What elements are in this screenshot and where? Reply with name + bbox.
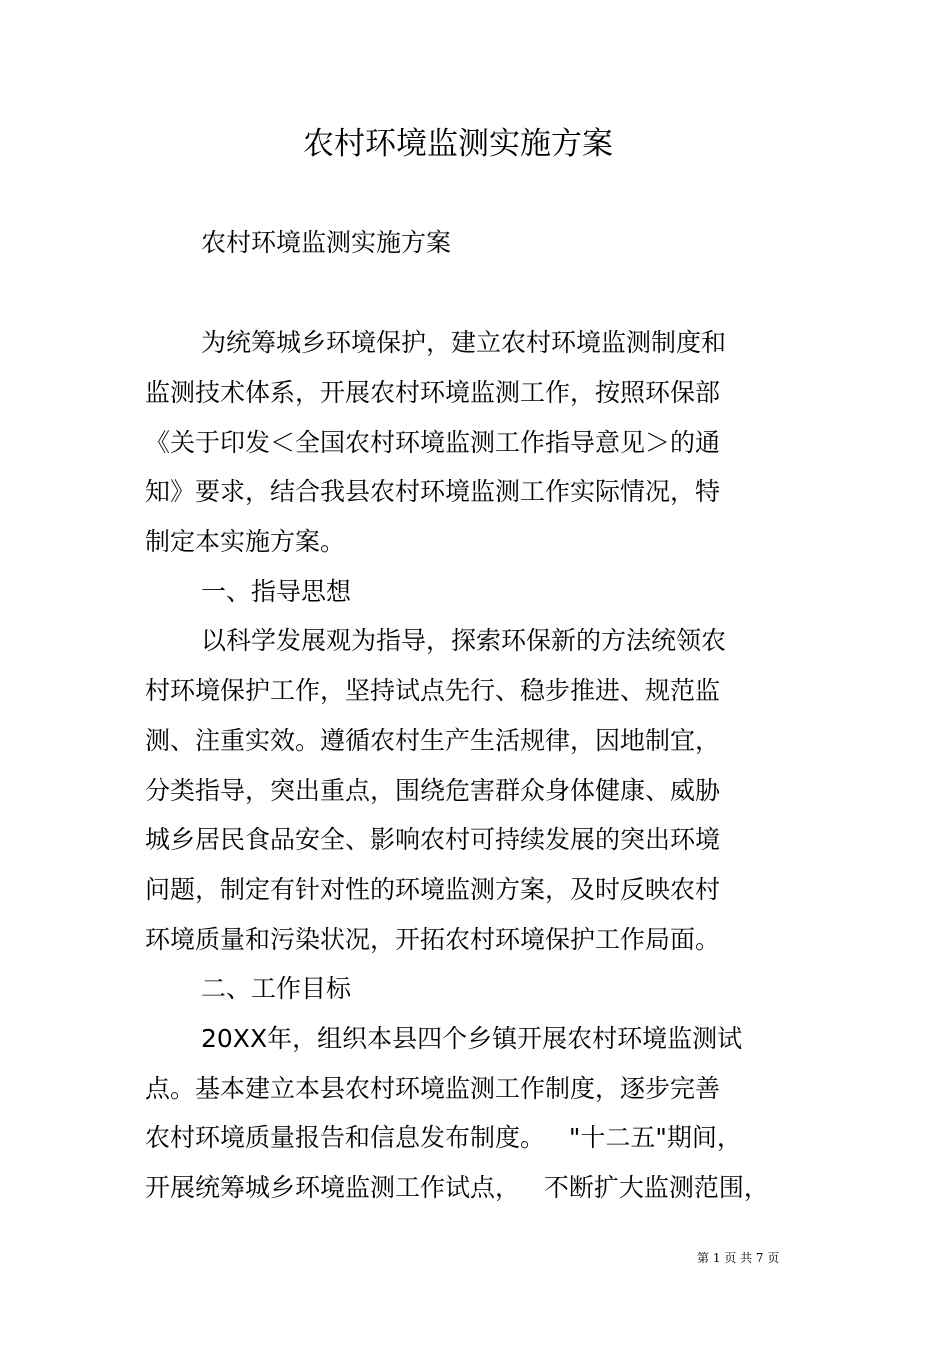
paragraph-line: 测、注重实效。遵循农村生产生活规律，因地制宜， xyxy=(145,726,721,755)
paragraph-line: 《关于印发＜全国农村环境监测工作指导意见＞的通 xyxy=(145,428,721,457)
paragraph-line: 为统筹城乡环境保护，建立农村环境监测制度和 xyxy=(201,328,727,357)
paragraph-line: 知》要求，结合我县农村环境监测工作实际情况，特 xyxy=(145,477,721,506)
paragraph-line: 以科学发展观为指导，探索环保新的方法统领农 xyxy=(201,626,727,655)
paragraph-line: 制定本实施方案。 xyxy=(145,527,346,556)
section-heading: 二、工作目标 xyxy=(201,974,352,1003)
page-number: 第 1 页 共 7 页 xyxy=(697,1251,780,1265)
paragraph-line: 点。基本建立本县农村环境监测工作制度，逐步完善 xyxy=(145,1074,721,1103)
page-title: 农村环境监测实施方案 xyxy=(303,126,613,162)
document-subtitle: 农村环境监测实施方案 xyxy=(201,228,452,257)
paragraph-line: 问题，制定有针对性的环境监测方案，及时反映农村 xyxy=(145,875,721,904)
paragraph-line: 环境质量和污染状况，开拓农村环境保护工作局面。 xyxy=(145,925,721,954)
paragraph-line: 村环境保护工作，坚持试点先行、稳步推进、规范监 xyxy=(145,676,721,705)
paragraph-line: 开展统筹城乡环境监测工作试点， 不断扩大监测范围， xyxy=(145,1173,769,1202)
paragraph-line: 城乡居民食品安全、影响农村可持续发展的突出环境 xyxy=(145,825,721,854)
paragraph-line: 监测技术体系，开展农村环境监测工作，按照环保部 xyxy=(145,378,721,407)
paragraph-line: 20XX年，组织本县四个乡镇开展农村环境监测试 xyxy=(201,1024,743,1053)
section-heading: 一、指导思想 xyxy=(201,577,352,606)
paragraph-line: 分类指导，突出重点，围绕危害群众身体健康、威胁 xyxy=(145,776,721,805)
paragraph-line: 农村环境质量报告和信息发布制度。 "十二五"期间， xyxy=(145,1123,742,1152)
